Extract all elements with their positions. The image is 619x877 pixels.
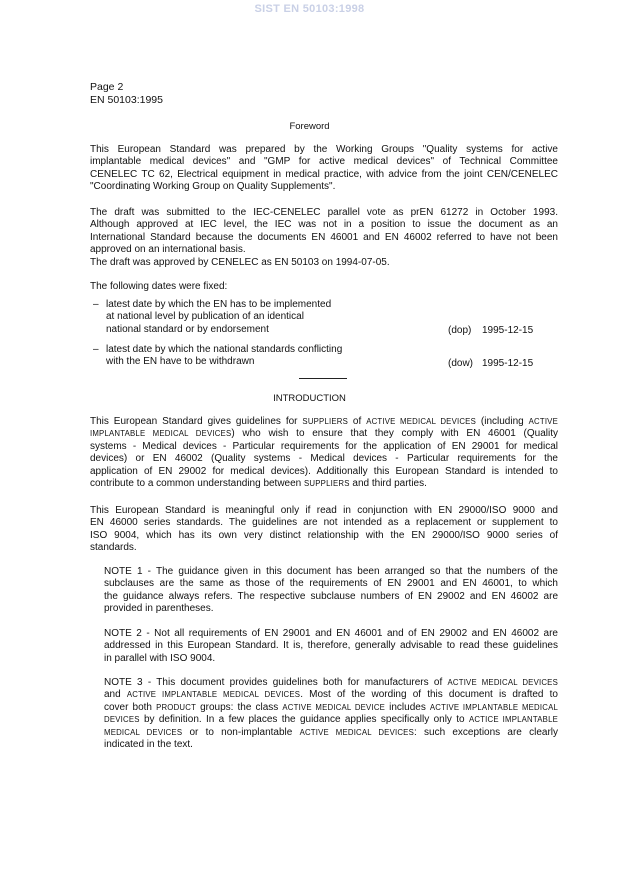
term-smallcaps: DEVICES <box>104 715 140 725</box>
text-run: of <box>348 416 367 427</box>
date-description <box>106 299 446 336</box>
note-1 <box>104 566 558 616</box>
term-smallcaps: ACTIVE MEDICAL DEVICES <box>447 678 558 687</box>
text-run: or to non-implantable <box>182 726 300 738</box>
text-run: cover both <box>104 701 157 713</box>
text-run: : such exceptions are clearly <box>414 726 559 738</box>
text-line: International Standard because the documents EN 46001 and EN 46002 referred to have not been <box>90 231 558 243</box>
text-run: by definition. In a few places the guidance applies specifically only to <box>139 714 469 726</box>
page-number: Page 2 <box>90 81 124 93</box>
text-line <box>104 689 558 701</box>
page-header <box>90 81 163 107</box>
text-run: and third parties. <box>349 478 427 490</box>
text-run: and <box>104 689 127 701</box>
term-smallcaps: ACTIVE <box>528 417 558 426</box>
text-line: at national level by publication of an identical <box>106 311 304 323</box>
term-smallcaps: ACTIVE MEDICAL DEVICES <box>299 727 414 737</box>
date-code: (dow) <box>448 358 474 369</box>
text-line: latest date by which the national standards conflicting <box>106 344 343 355</box>
dates-intro <box>90 281 558 293</box>
text-line: approved on an international basis. <box>90 244 246 256</box>
text-line <box>90 428 558 440</box>
text-line <box>90 416 558 428</box>
text-line <box>90 478 558 490</box>
term-smallcaps: ACTIVE MEDICAL DEVICES <box>366 417 476 426</box>
text-line <box>104 714 558 726</box>
text-run: groups: the class <box>196 701 283 713</box>
text-line: The following dates were fixed: <box>90 281 228 292</box>
introduction-paragraph-1 <box>90 416 558 490</box>
date-description <box>106 344 446 369</box>
term-smallcaps: PRODUCT <box>156 702 197 712</box>
watermark: SIST EN 50103:1998 <box>254 3 365 15</box>
note-3 <box>104 677 558 751</box>
date-code: (dop) <box>448 325 472 336</box>
text-run: contribute to a common understanding between <box>90 478 305 490</box>
text-line: The draft was submitted to the IEC-CENELEC parallel vote as prEN 61272 in October 1993. <box>90 207 558 218</box>
text-line: subclauses are the same as those of the requirements of EN 29001 and EN 46001, to which <box>104 578 558 590</box>
term-smallcaps: ACTIVE MEDICAL DEVICE <box>282 702 386 712</box>
section-divider <box>299 378 347 379</box>
date-value: 1995-12-15 <box>482 358 534 369</box>
document-id: EN 50103:1995 <box>90 94 163 106</box>
foreword-title: Foreword <box>289 121 330 132</box>
text-run: ) who wish to ensure that they comply with EN 46001 (Quality <box>231 428 558 440</box>
term-smallcaps: ACTICE IMPLANTABLE <box>468 715 558 725</box>
text-run: . Most of the wording of this document is drafted to <box>300 689 558 701</box>
text-line: This European Standard is meaningful only if read in conjunction with EN 29000/ISO 9000 and <box>90 505 558 516</box>
text-line: implantable medical devices" and "GMP for active medical devices" of Technical Committee <box>90 156 558 168</box>
date-value: 1995-12-15 <box>482 325 534 336</box>
text-line: with the EN have to be withdrawn <box>106 356 255 368</box>
text-line: systems - Medical devices - Particular requirements for the application of EN 29001 for medical <box>90 440 558 452</box>
text-line: This European Standard was prepared by the Working Groups "Quality systems for active <box>90 144 558 155</box>
text-line: EN 46000 series standards. The guidelines are not intended as a replacement or supplement to <box>90 517 558 529</box>
foreword-paragraph-2 <box>90 207 558 269</box>
text-line: latest date by which the EN has to be implemented <box>106 299 332 310</box>
text-run: (including <box>475 416 529 427</box>
term-smallcaps: ACTIVE IMPLANTABLE MEDICAL <box>429 702 559 712</box>
introduction-title: INTRODUCTION <box>273 393 346 404</box>
text-line <box>104 702 558 714</box>
text-line: Although approved at IEC level, the IEC was not in a position to issue the document as an <box>90 219 558 231</box>
term-smallcaps: IMPLANTABLE MEDICAL DEVICES <box>90 429 232 439</box>
text-run: This European Standard gives guidelines for <box>90 416 303 427</box>
text-line: national standard or by endorsement <box>106 323 269 335</box>
text-line: The draft was approved by CENELEC as EN 50103 on 1994-07-05. <box>90 256 390 268</box>
text-line: ISO 9004, which has its own very distinct relationship with the EN 29000/ISO 9000 series of <box>90 529 558 541</box>
text-run: NOTE 3 - This document provides guidelines both for manufacturers of <box>104 677 448 688</box>
list-dash: – <box>93 344 99 355</box>
term-smallcaps: SUPPLIERS <box>302 417 348 426</box>
text-line: application of EN 29002 for medical devices). Additionally this European Standard is intended to <box>90 465 558 477</box>
term-smallcaps: SUPPLIERS <box>304 479 350 489</box>
text-line: NOTE 2 - Not all requirements of EN 29001 and EN 46001 and of EN 29002 and EN 46002 are <box>104 628 558 639</box>
text-line <box>104 677 558 689</box>
note-2 <box>104 628 558 665</box>
text-line: devices) or EN 46002 (Quality systems - Medical devices - Particular requirements for the <box>90 453 558 465</box>
text-line: addressed in this European Standard. It is, therefore, generally advisable to read these guidelines <box>104 640 558 652</box>
text-line <box>104 727 558 739</box>
text-line: NOTE 1 - The guidance given in this document has been arranged so that the numbers of the <box>104 566 558 577</box>
term-smallcaps: ACTIVE IMPLANTABLE MEDICAL DEVICES <box>126 690 301 700</box>
foreword-paragraph-1 <box>90 144 558 194</box>
term-smallcaps: MEDICAL DEVICES <box>104 727 183 737</box>
list-dash: – <box>93 299 99 310</box>
text-line: provided in parentheses. <box>104 603 214 615</box>
text-line: in parallel with ISO 9004. <box>104 652 216 664</box>
text-line: the guidance always refers. The respective subclause numbers of EN 29002 and EN 46002 are <box>104 590 558 602</box>
text-line: "Coordinating Working Group on Quality Supplements". <box>90 181 336 193</box>
text-run: includes <box>385 701 430 713</box>
text-line: CENELEC TC 62, Electrical equipment in medical practice, with advice from the joint CEN/CENELEC <box>90 168 558 180</box>
text-line: standards. <box>90 542 137 554</box>
introduction-paragraph-2 <box>90 505 558 555</box>
text-line: indicated in the text. <box>104 739 193 751</box>
